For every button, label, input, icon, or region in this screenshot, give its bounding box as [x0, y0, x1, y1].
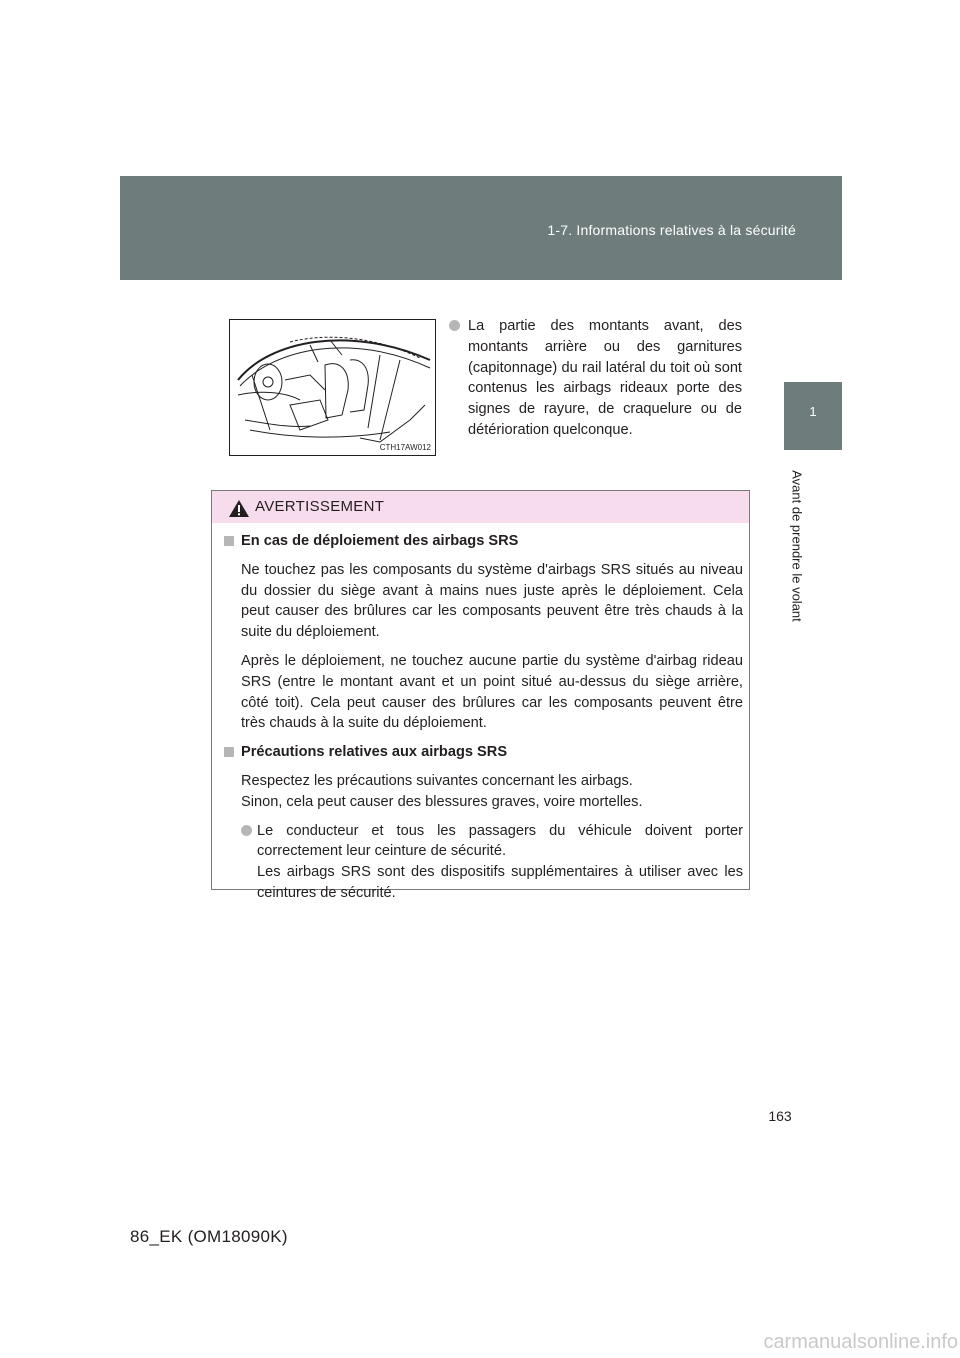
warning-triangle-icon: [228, 499, 250, 518]
section-heading-text: Précautions relatives aux airbags SRS: [241, 744, 508, 761]
warning-section-deployment: [224, 531, 743, 734]
warning-body: [224, 531, 743, 912]
warning-box: [211, 490, 750, 901]
bullet-line: Le conducteur et tous les passagers du véhicule doivent porter correctement leur ceinture de sécurité.: [257, 822, 743, 860]
chapter-vertical-text: Avant de prendre le volant: [789, 470, 805, 622]
warning-line: Respectez les précautions suivantes concernant les airbags.: [241, 772, 633, 789]
page-number: 163: [768, 1108, 792, 1124]
warning-line: Sinon, cela peut causer des blessures graves, voire mortelles.: [241, 793, 643, 810]
warning-paragraph: Ne touchez pas les composants du système d'airbags SRS situés au niveau du dossier du siège avant à mains nues juste après le déploiement. Cela peut causer des brûlures car les composants peuvent être très chauds à la suite du déploiement.: [241, 561, 743, 641]
bullet-dot-icon: [241, 825, 252, 836]
airbag-illustration: [229, 319, 436, 456]
bullet-line: Les airbags SRS sont des dispositifs supplémentaires à utiliser avec les ceintures de sécurité.: [257, 864, 743, 901]
warning-header: [212, 491, 749, 523]
section-heading: [224, 531, 743, 552]
warning-paragraph: [241, 771, 743, 813]
section-heading-text: En cas de déploiement des airbags SRS: [241, 533, 519, 549]
chapter-tab: [784, 382, 842, 450]
bullet-dot-icon: [449, 320, 460, 331]
watermark: carmanualsonline.info: [763, 1331, 958, 1353]
chapter-header-band: [120, 176, 842, 280]
warning-paragraph: Après le déploiement, ne touchez aucune partie du système d'airbag rideau SRS (entre le montant avant et un point situé au-dessus du siège arrière, côté toit). Cela peut causer des brûlures car les composants peuvent être très chauds à la suite du déploiement.: [241, 652, 743, 732]
inspection-bullet-text: La partie des montants avant, des montants arrière ou des garnitures (capitonnage) du rail latéral du toit où sont contenus les airbags rideaux porte des signes de rayure, de craquelure ou de détérioration quelconque.: [468, 318, 742, 438]
seatbelt-bullet: [241, 821, 743, 904]
square-bullet-icon: [224, 536, 234, 546]
square-bullet-icon: [224, 747, 234, 757]
warning-title: AVERTISSEMENT: [255, 498, 385, 515]
chapter-number: 1: [809, 404, 817, 419]
section-title: 1-7. Informations relatives à la sécurité: [547, 222, 796, 238]
figure-code: CTH17AW012: [379, 443, 431, 452]
chapter-vertical-label: [785, 458, 809, 634]
document-code: 86_EK (OM18090K): [130, 1227, 288, 1246]
car-interior-illustration: [230, 320, 435, 455]
warning-section-precautions: [224, 742, 743, 904]
inspection-bullet: [449, 316, 742, 441]
section-heading: [224, 742, 743, 763]
